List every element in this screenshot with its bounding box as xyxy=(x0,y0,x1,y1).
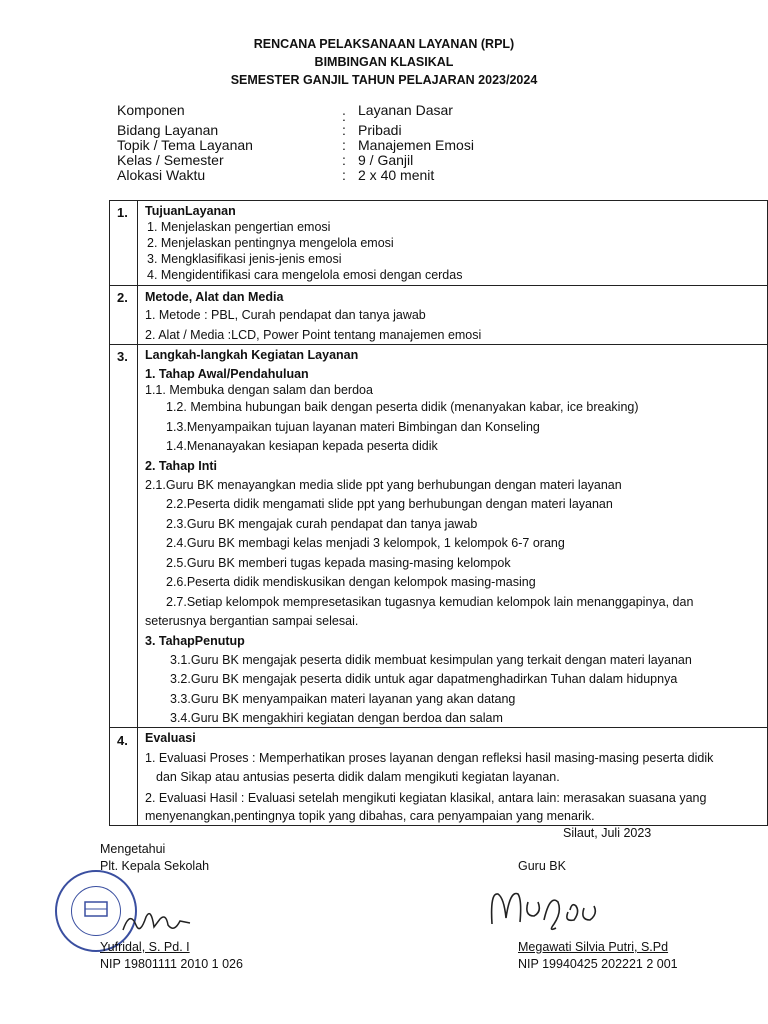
meta-colon: : xyxy=(342,122,346,138)
doc-subtitle: BIMBINGAN KLASIKAL xyxy=(314,55,454,69)
counselor-name: Megawati Silvia Putri, S.Pd xyxy=(518,940,669,954)
subsection-title: 2. Tahap Inti xyxy=(145,459,217,473)
list-item: 1. Metode : PBL, Curah pendapat dan tanya jawab xyxy=(145,308,426,322)
principal-nip: NIP 19801111 2010 1 026 xyxy=(100,957,243,971)
list-item: dan Sikap atau antusias peserta didik dalam mengikuti kegiatan layanan. xyxy=(156,770,560,784)
meta-value: Manajemen Emosi xyxy=(358,137,474,153)
counselor-nip: NIP 19940425 202221 2 001 xyxy=(518,957,678,971)
list-item: 1. Evaluasi Proses : Memperhatikan proses layanan dengan refleksi hasil masing-masing peserta didik xyxy=(145,751,714,765)
table-column-divider xyxy=(137,200,138,826)
list-item: 1. Menjelaskan pengertian emosi xyxy=(147,220,331,234)
section-title: Langkah-langkah Kegiatan Layanan xyxy=(145,348,359,362)
list-item: 4. Mengidentifikasi cara mengelola emosi dengan cerdas xyxy=(147,268,463,282)
meta-value: Pribadi xyxy=(358,122,402,138)
row-divider xyxy=(109,727,768,728)
meta-value: 2 x 40 menit xyxy=(358,167,435,183)
principal-signature xyxy=(118,905,198,940)
counselor-title: Guru BK xyxy=(518,859,566,873)
meta-colon: : xyxy=(342,152,346,168)
list-item: 3.4.Guru BK mengakhiri kegiatan dengan berdoa dan salam xyxy=(170,711,503,725)
meta-row-komponen xyxy=(117,102,517,124)
section-number: 1. xyxy=(117,205,128,220)
section-number: 3. xyxy=(117,349,128,364)
list-item: 1.1. Membuka dengan salam dan berdoa xyxy=(145,383,373,397)
meta-label: Alokasi Waktu xyxy=(117,167,206,183)
subsection-title: 3. TahapPenutup xyxy=(145,634,245,648)
list-item: 1.4.Menanayakan kesiapan kepada peserta didik xyxy=(166,439,438,453)
section-title: TujuanLayanan xyxy=(145,204,236,218)
meta-label: Komponen xyxy=(117,102,185,118)
list-item: menyenangkan,pentingnya topik yang dibahas, cara penyampaian yang menarik. xyxy=(145,809,595,823)
list-item: 1.2. Membina hubungan baik dengan peserta didik (menanyakan kabar, ice breaking) xyxy=(166,400,639,414)
meta-label: Kelas / Semester xyxy=(117,152,224,168)
list-item: 2.2.Peserta didik mengamati slide ppt yang berhubungan dengan materi layanan xyxy=(166,497,613,511)
subsection-title: 1. Tahap Awal/Pendahuluan xyxy=(145,367,309,381)
place-date: Silaut, Juli 2023 xyxy=(563,826,652,840)
acknowledge-label: Mengetahui xyxy=(100,842,166,856)
section-title: Evaluasi xyxy=(145,731,196,745)
list-item: 2. Alat / Media :LCD, Power Point tentang manajemen emosi xyxy=(145,328,482,342)
meta-colon: : xyxy=(342,137,346,153)
list-item: 3. Mengklasifikasi jenis-jenis emosi xyxy=(147,252,342,266)
principal-name: Yufridal, S. Pd. I xyxy=(100,940,190,954)
meta-label: Topik / Tema Layanan xyxy=(117,137,253,153)
meta-colon: : xyxy=(342,108,346,124)
list-item: 3.3.Guru BK menyampaikan materi layanan yang akan datang xyxy=(170,692,516,706)
doc-title: RENCANA PELAKSANAAN LAYANAN (RPL) xyxy=(253,37,515,51)
doc-semester: SEMESTER GANJIL TAHUN PELAJARAN 2023/2024 xyxy=(230,73,538,87)
list-item: 3.2.Guru BK mengajak peserta didik untuk agar dapatmenghadirkan Tuhan dalam hidupnya xyxy=(170,672,678,686)
list-item: 2.5.Guru BK memberi tugas kepada masing-masing kelompok xyxy=(166,556,511,570)
list-item: 2.1.Guru BK menayangkan media slide ppt yang berhubungan dengan materi layanan xyxy=(145,478,622,492)
section-number: 2. xyxy=(117,290,128,305)
list-item: 3.1.Guru BK mengajak peserta didik membuat kesimpulan yang terkait dengan materi layanan xyxy=(170,653,692,667)
row-divider xyxy=(109,344,768,345)
section-number: 4. xyxy=(117,733,128,748)
meta-row-alokasi xyxy=(117,167,517,185)
list-item: 2. Menjelaskan pentingnya mengelola emosi xyxy=(147,236,394,250)
list-item: 2.7.Setiap kelompok mempresetasikan tugasnya kemudian kelompok lain menanggapinya, dan xyxy=(166,595,694,609)
meta-value: 9 / Ganjil xyxy=(358,152,414,168)
list-item: 2.3.Guru BK mengajak curah pendapat dan tanya jawab xyxy=(166,517,478,531)
list-item: 1.3.Menyampaikan tujuan layanan materi Bimbingan dan Konseling xyxy=(166,420,540,434)
principal-title: Plt. Kepala Sekolah xyxy=(100,859,210,873)
list-item: 2.6.Peserta didik mendiskusikan dengan kelompok masing-masing xyxy=(166,575,536,589)
list-item: seterusnya bergantian sampai selesai. xyxy=(145,614,359,628)
meta-value: Layanan Dasar xyxy=(358,102,453,118)
meta-label: Bidang Layanan xyxy=(117,122,219,138)
counselor-signature xyxy=(484,872,614,942)
section-title: Metode, Alat dan Media xyxy=(145,290,284,304)
meta-colon: : xyxy=(342,167,346,183)
list-item: 2. Evaluasi Hasil : Evaluasi setelah mengikuti kegiatan klasikal, antara lain: merasakan suasana yang xyxy=(145,791,707,805)
row-divider xyxy=(109,285,768,286)
list-item: 2.4.Guru BK membagi kelas menjadi 3 kelompok, 1 kelompok 6-7 orang xyxy=(166,536,565,550)
